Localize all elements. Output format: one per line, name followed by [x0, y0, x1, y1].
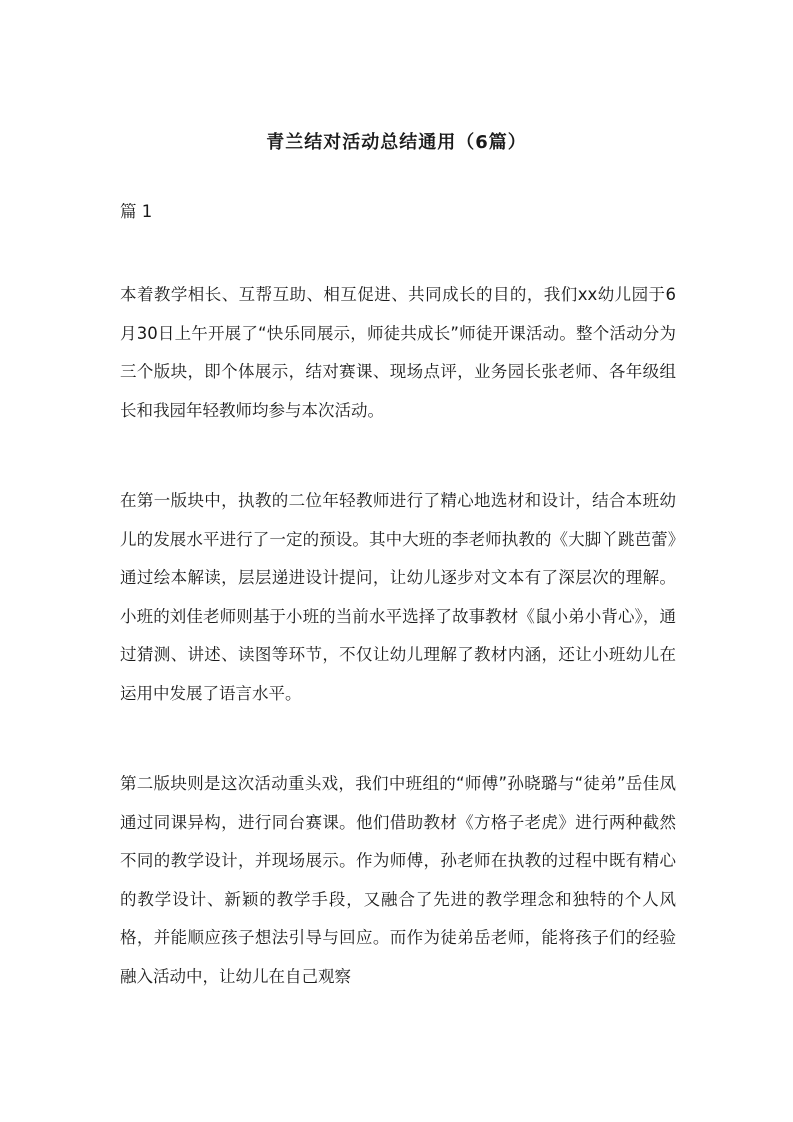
section-label: 篇 1 — [120, 202, 153, 221]
paragraph-1: 本着教学相长、互帮互助、相互促进、共同成长的目的，我们xx幼儿园于6月30日上午开展了“快乐同展示，师徒共成长”师徒开课活动。整个活动分为三个版块，即个体展示，结对赛课、现场点评，业务园长张老师、各年级组长和我园年轻教师均参与本次活动。 — [120, 285, 676, 420]
paragraph-2: 在第一版块中，执教的二位年轻教师进行了精心地选材和设计，结合本班幼儿的发展水平进行了一定的预设。其中大班的李老师执教的《大脚丫跳芭蕾》通过绘本解读，层层递进设计提问，让幼儿逐步对文本有了深层次的理解。小班的刘佳老师则基于小班的当前水平选择了故事教材《鼠小弟小背心》，通过猜测、讲述、读图等环节，不仅让幼儿理解了教材内涵，还让小班幼儿在运用中发展了语言水平。 — [120, 491, 676, 703]
document-title: 青兰结对活动总结通用（6篇） — [266, 132, 527, 153]
paragraph-3: 第二版块则是这次活动重头戏，我们中班组的“师傅”孙晓璐与“徒弟”岳佳凤通过同课异构，进行同台赛课。他们借助教材《方格子老虎》进行两种截然不同的教学设计，并现场展示。作为师傅，孙老师在执教的过程中既有精心的教学设计、新颖的教学手段，又融合了先进的教学理念和独特的个人风格，并能顺应孩子想法引导与回应。而作为徒弟岳老师，能将孩子们的经验融入活动中，让幼儿在自己观察 — [120, 774, 676, 986]
